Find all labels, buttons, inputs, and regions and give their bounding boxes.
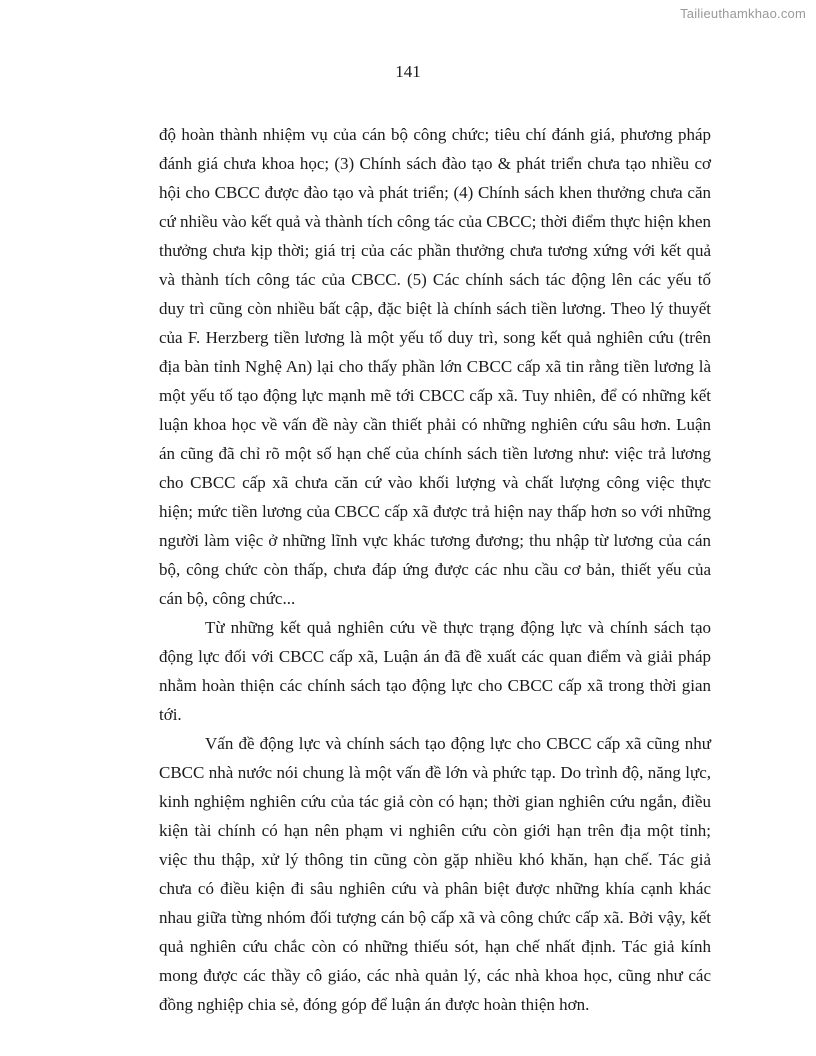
document-body — [159, 120, 711, 1019]
paragraph-continuation: độ hoàn thành nhiệm vụ của cán bộ công chức; tiêu chí đánh giá, phương pháp đánh giá chưa khoa học; (3) Chính sách đào tạo & phát triển chưa tạo nhiều cơ hội cho CBCC được đào tạo và phát triển; (4) Chính sách khen thưởng chưa căn cứ nhiều vào kết quả và thành tích công tác của CBCC; thời điểm thực hiện khen thưởng chưa kịp thời; giá trị của các phần thưởng chưa tương xứng với kết quả và thành tích công tác của CBCC. (5) Các chính sách tác động lên các yếu tố duy trì cũng còn nhiều bất cập, đặc biệt là chính sách tiền lương. Theo lý thuyết của F. Herzberg tiền lương là một yếu tố duy trì, song kết quả nghiên cứu (trên địa bàn tỉnh Nghệ An) lại cho thấy phần lớn CBCC cấp xã tin rằng tiền lương là một yếu tố tạo động lực mạnh mẽ tới CBCC cấp xã. Tuy nhiên, để có những kết luận khoa học về vấn đề này cần thiết phải có những nghiên cứu sâu hơn. Luận án cũng đã chỉ rõ một số hạn chế của chính sách tiền lương như: việc trả lương cho CBCC cấp xã chưa căn cứ vào khối lượng và chất lượng công việc thực hiện; mức tiền lương của CBCC cấp xã được trả hiện nay thấp hơn so với những người làm việc ở những lĩnh vực khác tương đương; thu nhập từ lương của cán bộ, công chức còn thấp, chưa đáp ứng được các nhu cầu cơ bản, thiết yếu của cán bộ, công chức... — [159, 125, 711, 608]
watermark: Tailieuthamkhao.com — [680, 6, 806, 21]
page-number: 141 — [395, 62, 421, 81]
paragraph-limitations: Vấn đề động lực và chính sách tạo động lực cho CBCC cấp xã cũng như CBCC nhà nước nói chung là một vấn đề lớn và phức tạp. Do trình độ, năng lực, kinh nghiệm nghiên cứu của tác giả còn có hạn; thời gian nghiên cứu ngắn, điều kiện tài chính có hạn nên phạm vi nghiên cứu còn giới hạn trên địa một tỉnh; việc thu thập, xử lý thông tin cũng còn gặp nhiều khó khăn, hạn chế. Tác giả chưa có điều kiện đi sâu nghiên cứu và phân biệt được những khía cạnh khác nhau giữa từng nhóm đối tượng cán bộ cấp xã và công chức cấp xã. Bởi vậy, kết quả nghiên cứu chắc còn có những thiếu sót, hạn chế nhất định. Tác giả kính mong được các thầy cô giáo, các nhà quản lý, các nhà khoa học, cũng như các đồng nghiệp chia sẻ, đóng góp để luận án được hoàn thiện hơn. — [159, 734, 711, 1014]
paragraph-proposals: Từ những kết quả nghiên cứu về thực trạng động lực và chính sách tạo động lực đối với CBCC cấp xã, Luận án đã đề xuất các quan điểm và giải pháp nhằm hoàn thiện các chính sách tạo động lực cho CBCC cấp xã trong thời gian tới. — [159, 618, 711, 724]
